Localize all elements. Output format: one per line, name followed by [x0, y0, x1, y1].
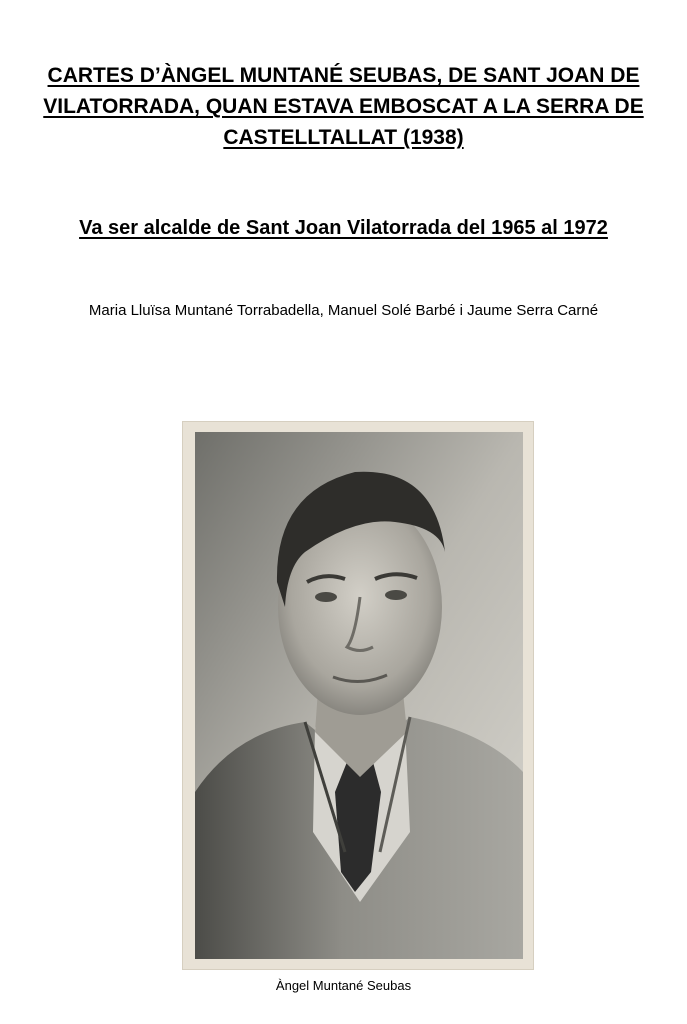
- title-line-2: VILATORRADA, QUAN ESTAVA EMBOSCAT A LA SERRA DE: [43, 95, 644, 118]
- document-title: [40, 60, 647, 153]
- title-line-1: CARTES D’ÀNGEL MUNTANÉ SEUBAS, DE SANT JOAN DE: [47, 64, 640, 87]
- document-subtitle: Va ser alcalde de Sant Joan Vilatorrada del 1965 al 1972: [79, 217, 608, 239]
- title-line-3: CASTELLTALLAT (1938): [223, 126, 464, 149]
- portrait-photo: [195, 432, 523, 959]
- photo-caption: Àngel Muntané Seubas: [275, 978, 412, 993]
- authors-line: Maria Lluïsa Muntané Torrabadella, Manuel Solé Barbé i Jaume Serra Carné: [88, 302, 599, 319]
- portrait-photo-frame: [183, 422, 533, 969]
